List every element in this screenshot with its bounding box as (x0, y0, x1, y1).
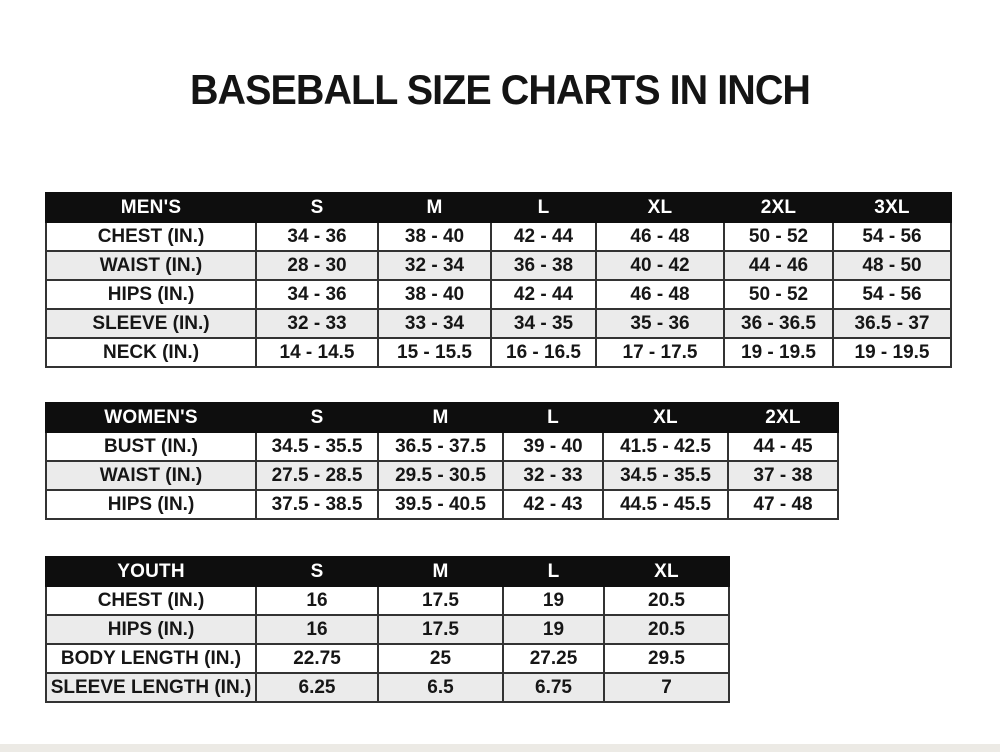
size-cell: 17.5 (378, 586, 503, 615)
size-cell: 42 - 44 (491, 280, 596, 309)
table-row (46, 644, 729, 673)
header-cell: XL (596, 193, 724, 222)
header-row (46, 193, 951, 222)
table-title-cell: WOMEN'S (46, 403, 256, 432)
size-cell: 50 - 52 (724, 280, 833, 309)
size-cell: 19 (503, 586, 604, 615)
row-label: SLEEVE LENGTH (IN.) (46, 673, 256, 702)
row-label: SLEEVE (IN.) (46, 309, 256, 338)
size-cell: 16 - 16.5 (491, 338, 596, 367)
size-cell: 54 - 56 (833, 280, 951, 309)
size-cell: 47 - 48 (728, 490, 838, 519)
size-cell: 19 - 19.5 (833, 338, 951, 367)
size-cell: 34.5 - 35.5 (256, 432, 378, 461)
size-cell: 44 - 45 (728, 432, 838, 461)
size-cell: 48 - 50 (833, 251, 951, 280)
row-label: BUST (IN.) (46, 432, 256, 461)
row-label: HIPS (IN.) (46, 615, 256, 644)
row-label: WAIST (IN.) (46, 251, 256, 280)
header-cell: 2XL (728, 403, 838, 432)
size-cell: 17.5 (378, 615, 503, 644)
size-cell: 16 (256, 586, 378, 615)
header-cell: L (503, 557, 604, 586)
table-row (46, 432, 838, 461)
mens-size-table (45, 192, 952, 368)
table-row (46, 615, 729, 644)
table-row (46, 309, 951, 338)
size-cell: 27.25 (503, 644, 604, 673)
size-cell: 37 - 38 (728, 461, 838, 490)
size-cell: 40 - 42 (596, 251, 724, 280)
header-cell: S (256, 557, 378, 586)
header-cell: 2XL (724, 193, 833, 222)
page-title: BASEBALL SIZE CHARTS IN INCH (189, 66, 811, 113)
table-row (46, 222, 951, 251)
size-cell: 46 - 48 (596, 222, 724, 251)
size-cell: 27.5 - 28.5 (256, 461, 378, 490)
size-cell: 39 - 40 (503, 432, 603, 461)
header-cell: XL (604, 557, 729, 586)
header-cell: XL (603, 403, 728, 432)
size-cell: 16 (256, 615, 378, 644)
size-cell: 46 - 48 (596, 280, 724, 309)
header-cell: S (256, 193, 378, 222)
table-row (46, 461, 838, 490)
size-cell: 17 - 17.5 (596, 338, 724, 367)
header-cell: S (256, 403, 378, 432)
size-cell: 44.5 - 45.5 (603, 490, 728, 519)
header-cell: L (491, 193, 596, 222)
header-cell: L (503, 403, 603, 432)
size-cell: 6.25 (256, 673, 378, 702)
size-cell: 37.5 - 38.5 (256, 490, 378, 519)
size-cell: 44 - 46 (724, 251, 833, 280)
size-cell: 32 - 34 (378, 251, 491, 280)
table-row (46, 586, 729, 615)
header-cell: 3XL (833, 193, 951, 222)
womens-size-table (45, 402, 839, 520)
row-label: CHEST (IN.) (46, 586, 256, 615)
header-cell: M (378, 403, 503, 432)
size-cell: 7 (604, 673, 729, 702)
header-row (46, 557, 729, 586)
size-cell: 36.5 - 37.5 (378, 432, 503, 461)
row-label: NECK (IN.) (46, 338, 256, 367)
size-cell: 28 - 30 (256, 251, 378, 280)
size-cell: 32 - 33 (256, 309, 378, 338)
size-cell: 14 - 14.5 (256, 338, 378, 367)
size-cell: 22.75 (256, 644, 378, 673)
row-label: WAIST (IN.) (46, 461, 256, 490)
table-row (46, 251, 951, 280)
size-cell: 20.5 (604, 615, 729, 644)
size-cell: 36.5 - 37 (833, 309, 951, 338)
size-cell: 6.5 (378, 673, 503, 702)
size-cell: 25 (378, 644, 503, 673)
size-cell: 50 - 52 (724, 222, 833, 251)
size-cell: 38 - 40 (378, 222, 491, 251)
row-label: HIPS (IN.) (46, 280, 256, 309)
size-cell: 34 - 36 (256, 222, 378, 251)
table-title-cell: MEN'S (46, 193, 256, 222)
size-cell: 33 - 34 (378, 309, 491, 338)
page-bottom-strip (0, 744, 1000, 752)
size-cell: 15 - 15.5 (378, 338, 491, 367)
table-row (46, 490, 838, 519)
size-cell: 34.5 - 35.5 (603, 461, 728, 490)
size-cell: 38 - 40 (378, 280, 491, 309)
table-row (46, 673, 729, 702)
size-cell: 42 - 43 (503, 490, 603, 519)
size-cell: 29.5 - 30.5 (378, 461, 503, 490)
table-row (46, 338, 951, 367)
size-cell: 36 - 38 (491, 251, 596, 280)
row-label: HIPS (IN.) (46, 490, 256, 519)
youth-size-table (45, 556, 730, 703)
size-cell: 42 - 44 (491, 222, 596, 251)
size-cell: 19 - 19.5 (724, 338, 833, 367)
size-cell: 41.5 - 42.5 (603, 432, 728, 461)
size-cell: 19 (503, 615, 604, 644)
size-cell: 34 - 35 (491, 309, 596, 338)
size-cell: 32 - 33 (503, 461, 603, 490)
size-cell: 54 - 56 (833, 222, 951, 251)
header-cell: M (378, 557, 503, 586)
size-cell: 6.75 (503, 673, 604, 702)
size-cell: 34 - 36 (256, 280, 378, 309)
table-row (46, 280, 951, 309)
row-label: BODY LENGTH (IN.) (46, 644, 256, 673)
size-cell: 36 - 36.5 (724, 309, 833, 338)
header-row (46, 403, 838, 432)
size-cell: 35 - 36 (596, 309, 724, 338)
table-title-cell: YOUTH (46, 557, 256, 586)
size-cell: 20.5 (604, 586, 729, 615)
row-label: CHEST (IN.) (46, 222, 256, 251)
size-cell: 29.5 (604, 644, 729, 673)
header-cell: M (378, 193, 491, 222)
size-cell: 39.5 - 40.5 (378, 490, 503, 519)
